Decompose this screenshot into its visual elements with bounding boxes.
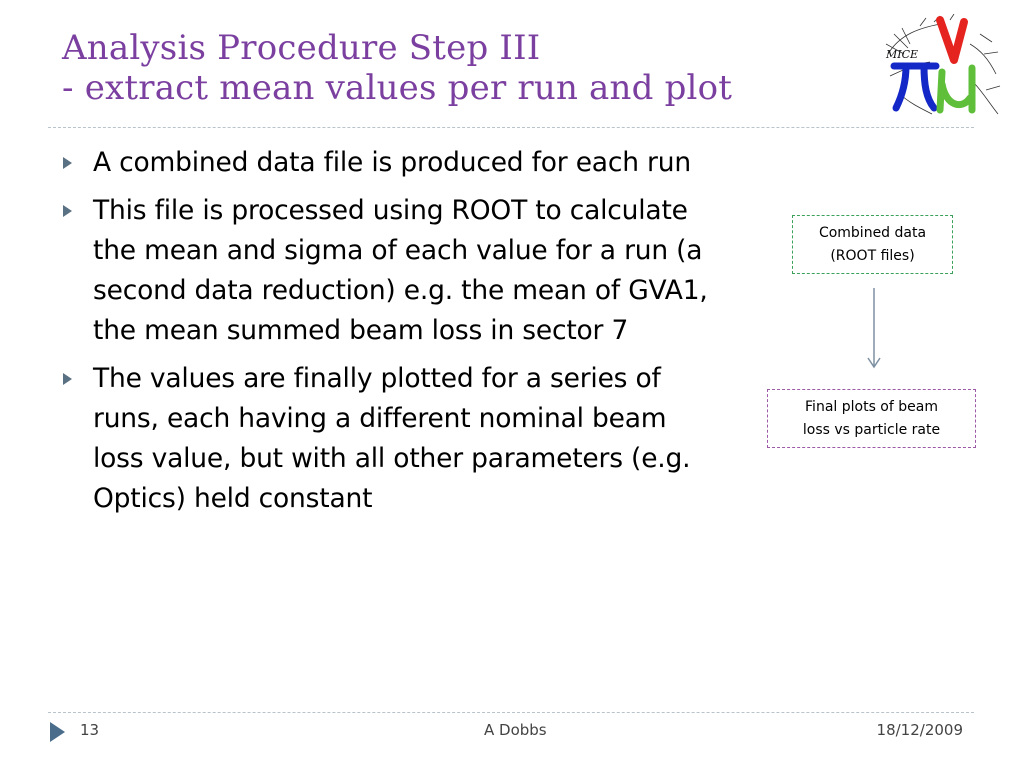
final-plots-box-line-1: Final plots of beam	[805, 399, 938, 415]
slide-title-line-2: - extract mean values per run and plot	[62, 68, 733, 108]
bullet-text: This file is processed using ROOT to calculate the mean and sigma of each value for a run (a second data reduction) e.g. the mean of GVA1, the mean summed beam loss in sector 7	[93, 195, 708, 346]
title-divider	[48, 127, 974, 128]
slide-number: 13	[80, 721, 100, 739]
footer-divider	[48, 712, 974, 713]
footer-author: A Dobbs	[484, 721, 547, 739]
bullet-arrow-icon	[63, 373, 72, 385]
bullet-item	[58, 359, 718, 519]
bullet-arrow-icon	[63, 205, 72, 217]
final-plots-box	[767, 389, 976, 448]
bullet-list	[58, 143, 718, 527]
down-arrow-icon	[864, 288, 884, 370]
final-plots-box-line-2: loss vs particle rate	[802, 422, 941, 438]
combined-data-box-line-2: (ROOT files)	[830, 248, 915, 264]
footer-date: 18/12/2009	[876, 721, 963, 739]
bullet-item	[58, 143, 718, 183]
mice-logo-text: MICE	[886, 48, 919, 61]
bullet-text: A combined data file is produced for each run	[93, 147, 691, 178]
slide-title-line-1: Analysis Procedure Step III	[62, 28, 541, 68]
mice-logo	[880, 14, 1002, 124]
slide-title	[62, 28, 732, 108]
footer-triangle-icon	[50, 722, 65, 742]
bullet-text: The values are finally plotted for a series of runs, each having a different nominal beam loss value, but with all other parameters (e.g. Optics) held constant	[93, 363, 691, 514]
bullet-item	[58, 191, 718, 351]
combined-data-box	[792, 215, 953, 274]
bullet-arrow-icon	[63, 157, 72, 169]
combined-data-box-line-1: Combined data	[818, 225, 927, 241]
